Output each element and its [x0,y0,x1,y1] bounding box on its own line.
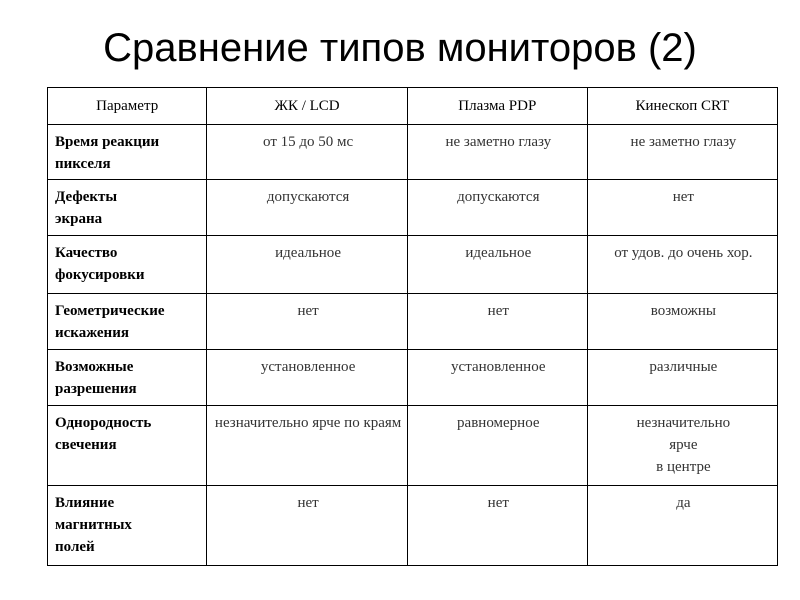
cell-pdp: не заметно глазу [407,125,587,180]
row-parameter: Геометрические искажения [48,294,207,350]
cell-pdp: установленное [407,350,587,406]
table-row [48,125,778,180]
cell-crt: от удов. до очень хор. [587,236,777,294]
table-header-row [48,88,778,125]
cell-lcd: нет [207,486,407,566]
cell-lcd: идеальное [207,236,407,294]
row-parameter: Возможные разрешения [48,350,207,406]
slide-title: Сравнение типов мониторов (2) [103,26,697,70]
row-parameter: Качество фокусировки [48,236,207,294]
cell-crt: не заметно глазу [587,125,777,180]
cell-lcd: нет [207,294,407,350]
cell-crt: нет [587,180,777,236]
table-row [48,294,778,350]
header-crt: Кинескоп CRT [587,88,777,125]
cell-pdp: нет [407,294,587,350]
cell-pdp: нет [407,486,587,566]
cell-lcd: незначительно ярче по краям [207,406,407,486]
cell-pdp: равномерное [407,406,587,486]
table-row [48,350,778,406]
cell-pdp: допускаются [407,180,587,236]
row-parameter: Дефекты экрана [48,180,207,236]
cell-crt: да [587,486,777,566]
cell-lcd: установленное [207,350,407,406]
comparison-table [47,87,778,566]
row-parameter: Влияние магнитных полей [48,486,207,566]
cell-lcd: от 15 до 50 мс [207,125,407,180]
header-pdp: Плазма PDP [407,88,587,125]
cell-lcd: допускаются [207,180,407,236]
cell-crt: различные [587,350,777,406]
table-row [48,486,778,566]
header-lcd: ЖК / LCD [207,88,407,125]
row-parameter: Однородность свечения [48,406,207,486]
row-parameter: Время реакции пикселя [48,125,207,180]
table-row [48,406,778,486]
table-row [48,180,778,236]
header-parameter: Параметр [48,88,207,125]
cell-crt: возможны [587,294,777,350]
table-row [48,236,778,294]
cell-crt: незначительно ярче в центре [587,406,777,486]
cell-pdp: идеальное [407,236,587,294]
